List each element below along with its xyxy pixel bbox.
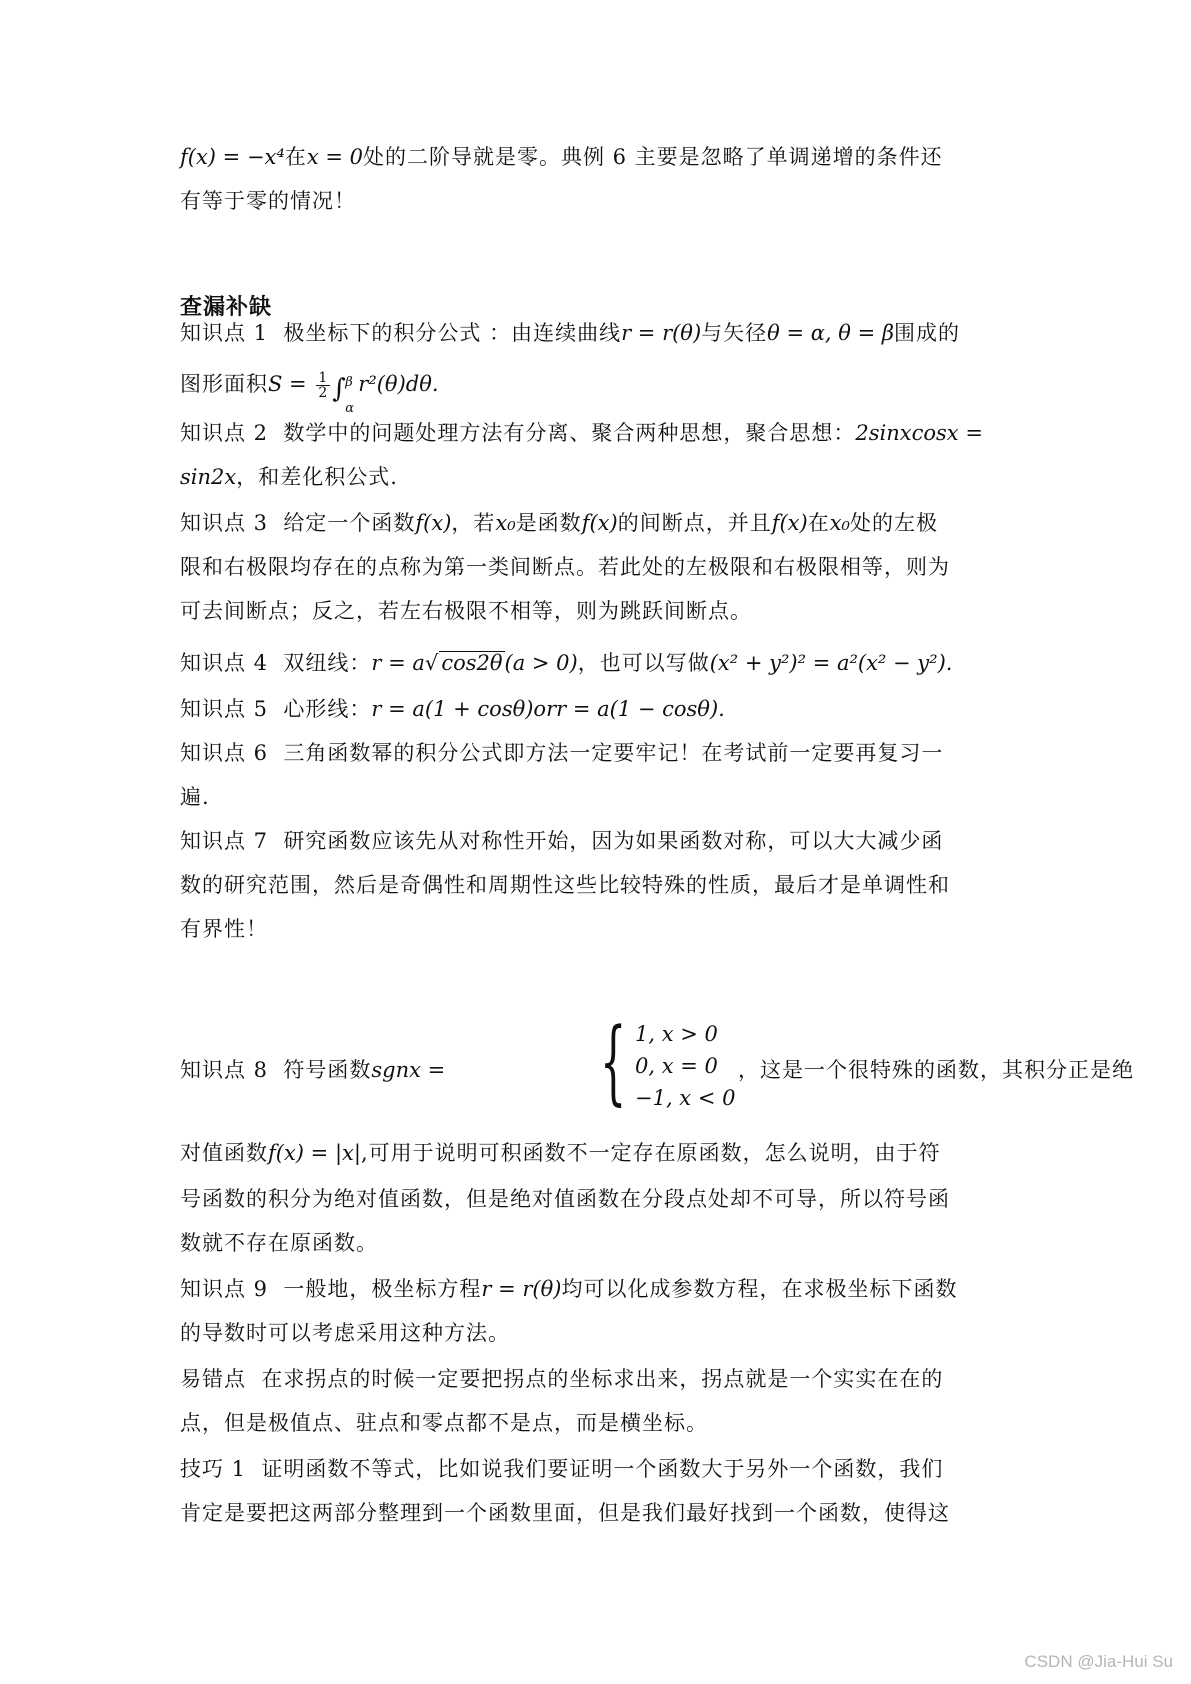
knowledge-point-6-line-2: 遍. <box>180 785 210 809</box>
knowledge-point-7-line-3: 有界性！ <box>180 917 268 941</box>
knowledge-point-8-line-1: 知识点 8 符号函数sgnx = { 1, x > 0 0, x = 0 −1, x < 0 ，这是一个很特殊的函数，其积分正是绝 <box>180 1008 1134 1115</box>
piecewise-cases: 1, x > 0 0, x = 0 −1, x < 0 <box>635 1022 736 1110</box>
common-mistake-line-1: 易错点 在求拐点的时候一定要把拐点的坐标求出来，拐点就是一个实实在在的 <box>180 1367 944 1391</box>
section-heading: 查漏补缺 <box>180 295 273 320</box>
knowledge-point-8-line-3: 号函数的积分为绝对值函数，但是绝对值函数在分段点处却不可导，所以符号函 <box>180 1187 950 1211</box>
tip-1-line-2: 肯定是要把这两部分整理到一个函数里面，但是我们最好找到一个函数，使得这 <box>180 1501 950 1525</box>
tip-1-line-1: 技巧 1 证明函数不等式，比如说我们要证明一个函数大于另外一个函数，我们 <box>180 1457 944 1481</box>
knowledge-point-9-line-1: 知识点 9 一般地，极坐标方程r = r(θ)均可以化成参数方程，在求极坐标下函数 <box>180 1277 958 1301</box>
knowledge-point-7-line-1: 知识点 7 研究函数应该先从对称性开始，因为如果函数对称，可以大大减少函 <box>180 829 944 853</box>
knowledge-point-8-line-4: 数就不存在原函数。 <box>180 1231 378 1255</box>
knowledge-point-2-line-2: sin2x，和差化积公式. <box>180 465 398 489</box>
knowledge-point-2-line-1: 知识点 2 数学中的问题处理方法有分离、聚合两种思想，聚合思想：2sinxcosx = <box>180 421 983 445</box>
knowledge-point-3-line-3: 可去间断点；反之，若左右极限不相等，则为跳跃间断点。 <box>180 599 752 623</box>
integral-sign: ∫ β α <box>332 373 356 416</box>
knowledge-point-1-line-2: 图形面积S = $\frac{1}{2}$ ∫ β α r²(θ)dθ. <box>180 370 439 416</box>
watermark: CSDN @Jia-Hui Su <box>1024 1652 1173 1671</box>
left-brace: { <box>600 1008 627 1115</box>
knowledge-point-6-line-1: 知识点 6 三角函数幂的积分公式即方法一定要牢记！在考试前一定要再复习一 <box>180 741 944 765</box>
knowledge-point-7-line-2: 数的研究范围，然后是奇偶性和周期性这些比较特殊的性质，最后才是单调性和 <box>180 873 950 897</box>
knowledge-point-8-line-2: 对值函数f(x) = |x|,可用于说明可积函数不一定存在原函数，怎么说明，由于符 <box>180 1141 941 1165</box>
knowledge-point-3-line-1: 知识点 3 给定一个函数f(x)，若x₀是函数f(x)的间断点，并且f(x)在x₀处的左极 <box>180 511 938 535</box>
knowledge-point-5: 知识点 5 心形线：r = a(1 + cosθ)orr = a(1 − cosθ). <box>180 697 725 721</box>
knowledge-point-3-line-2: 限和右极限均存在的点称为第一类间断点。若此处的左极限和右极限相等，则为 <box>180 555 950 579</box>
intro-line-1: f(x) = −x⁴在x = 0处的二阶导就是零。典例 6 主要是忽略了单调递增的条件还 <box>180 145 943 169</box>
common-mistake-line-2: 点，但是极值点、驻点和零点都不是点，而是横坐标。 <box>180 1411 708 1435</box>
knowledge-point-1-line-1: 知识点 1 极坐标下的积分公式 ：由连续曲线r = r(θ)与矢径θ = α, θ = β围成的 <box>180 321 961 345</box>
intro-line-2: 有等于零的情况！ <box>180 189 356 213</box>
knowledge-point-4: 知识点 4 双纽线：r = a√cos2θ(a > 0)，也可以写做(x² + y²)² = a²(x² − y²). <box>180 651 953 675</box>
fraction-one-half: $\frac{1}{2}$ <box>318 370 329 401</box>
knowledge-point-9-line-2: 的导数时可以考虑采用这种方法。 <box>180 1321 510 1345</box>
